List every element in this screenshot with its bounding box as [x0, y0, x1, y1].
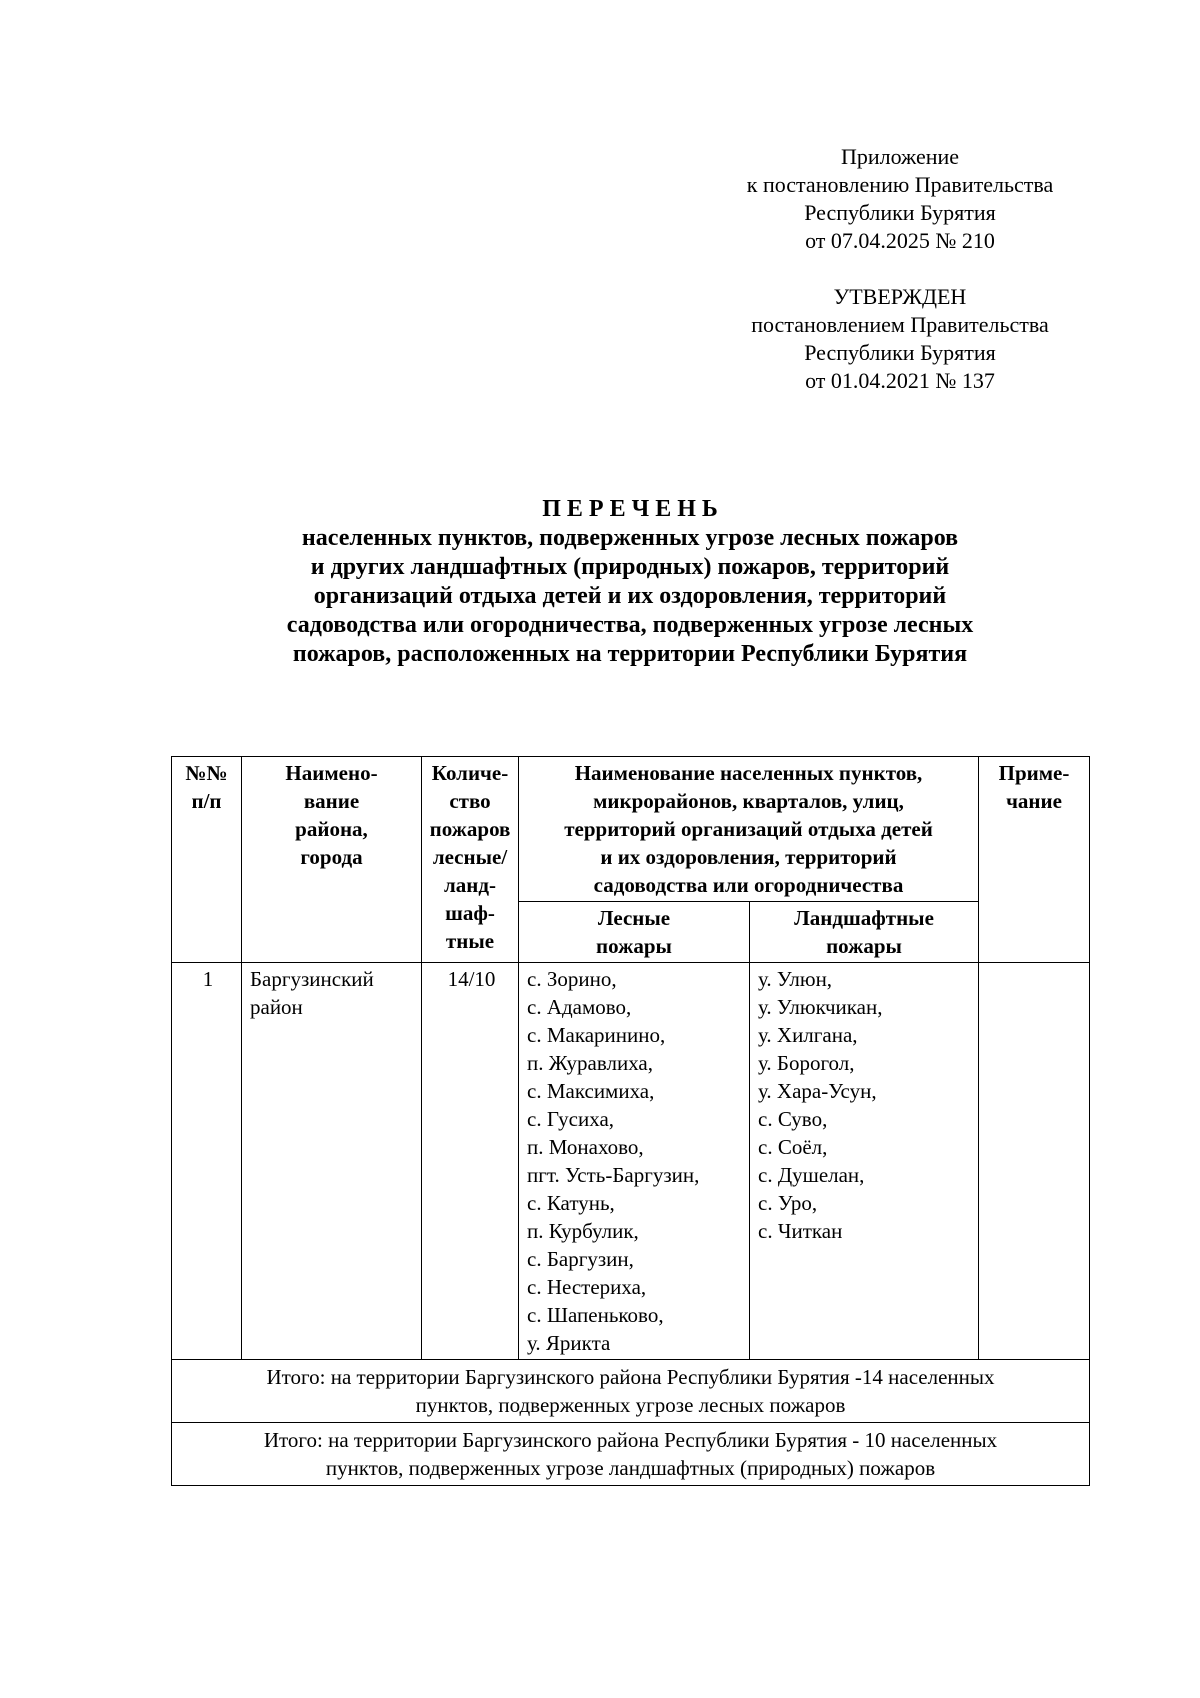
approval-stamp-block [680, 283, 1120, 395]
list-item: с. Уро, [758, 1191, 818, 1215]
list-item: п. Журавлиха, [527, 1051, 653, 1075]
list-item: с. Адамово, [527, 995, 632, 1019]
table-row [172, 963, 1090, 1360]
list-item: с. Читкан [758, 1219, 843, 1243]
appendix-line: Республики Бурятия [804, 200, 996, 225]
list-item: с. Максимиха, [527, 1079, 655, 1103]
list-item: с. Суво, [758, 1107, 828, 1131]
total-row-landscape [172, 1423, 1090, 1486]
list-item: с. Макаринино, [527, 1023, 666, 1047]
header-number: №№ п/п [172, 757, 242, 963]
settlements-table [171, 756, 1090, 1486]
appendix-line: Приложение [840, 144, 960, 169]
total-forest-text: Итого: на территории Баргузинского района Республики Бурятия -14 населенных пунктов, подверженных угрозе лесных пожаров [172, 1360, 1090, 1423]
header-landscape-fires: Ландшафтные пожары [750, 902, 979, 963]
approval-line: УТВЕРЖДЕН [833, 284, 967, 309]
list-item: с. Зорино, [527, 967, 617, 991]
list-item: у. Хилгана, [758, 1023, 858, 1047]
header-fire-count: Количе- ство пожаров лесные/ ланд- шаф- тные [422, 757, 519, 963]
document-subtitle [150, 524, 1110, 669]
subtitle-line: организаций отдыха детей и их оздоровления, территорий [313, 583, 947, 609]
total-landscape-text: Итого: на территории Баргузинского района Республики Бурятия - 10 населенных пунктов, подверженных угрозе ландшафтных (природных) пожаров [172, 1423, 1090, 1486]
list-item: с. Катунь, [527, 1191, 615, 1215]
list-item: у. Хара-Усун, [758, 1079, 877, 1103]
row-note [979, 963, 1090, 1360]
subtitle-line: пожаров, расположенных на территории Республики Бурятия [292, 641, 968, 667]
header-settlement-names: Наименование населенных пунктов, микрорайонов, кварталов, улиц, территорий организаций отдыха детей и их оздоровления, территорий садоводства или огородничества [519, 757, 979, 902]
list-item: с. Нестериха, [527, 1275, 647, 1299]
list-item: у. Ярикта [527, 1331, 611, 1355]
subtitle-line: садоводства или огородничества, подверженных угрозе лесных [286, 612, 974, 638]
list-item: с. Шапеньково, [527, 1303, 664, 1327]
total-row-forest [172, 1360, 1090, 1423]
subtitle-line: и других ландшафтных (природных) пожаров, территорий [310, 554, 950, 580]
list-item: у. Улюкчикан, [758, 995, 883, 1019]
appendix-line: от 07.04.2025 № 210 [805, 228, 995, 253]
appendix-line: к постановлению Правительства [746, 172, 1054, 197]
list-item: с. Гусиха, [527, 1107, 615, 1131]
row-forest-list [519, 963, 750, 1360]
row-number: 1 [172, 963, 242, 1360]
row-landscape-list [750, 963, 979, 1360]
list-item: с. Соёл, [758, 1135, 828, 1159]
list-item: пгт. Усть-Баргузин, [527, 1163, 700, 1187]
row-district: Баргузинский район [242, 963, 422, 1360]
approval-line: от 01.04.2021 № 137 [805, 368, 995, 393]
header-forest-fires: Лесные пожары [519, 902, 750, 963]
approval-line: Республики Бурятия [804, 340, 996, 365]
list-item: п. Монахово, [527, 1135, 644, 1159]
list-item: с. Душелан, [758, 1163, 865, 1187]
subtitle-line: населенных пунктов, подверженных угрозе лесных пожаров [301, 525, 959, 551]
row-fire-count: 14/10 [422, 963, 519, 1360]
list-item: п. Курбулик, [527, 1219, 639, 1243]
list-item: у. Борогол, [758, 1051, 855, 1075]
list-item: у. Улюн, [758, 967, 833, 991]
header-district: Наимено- вание района, города [242, 757, 422, 963]
header-note: Приме- чание [979, 757, 1090, 963]
approval-line: постановлением Правительства [751, 312, 1049, 337]
appendix-block [680, 143, 1120, 255]
list-item: с. Баргузин, [527, 1247, 634, 1271]
document-title: П Е Р Е Ч Е Н Ь [542, 496, 718, 522]
